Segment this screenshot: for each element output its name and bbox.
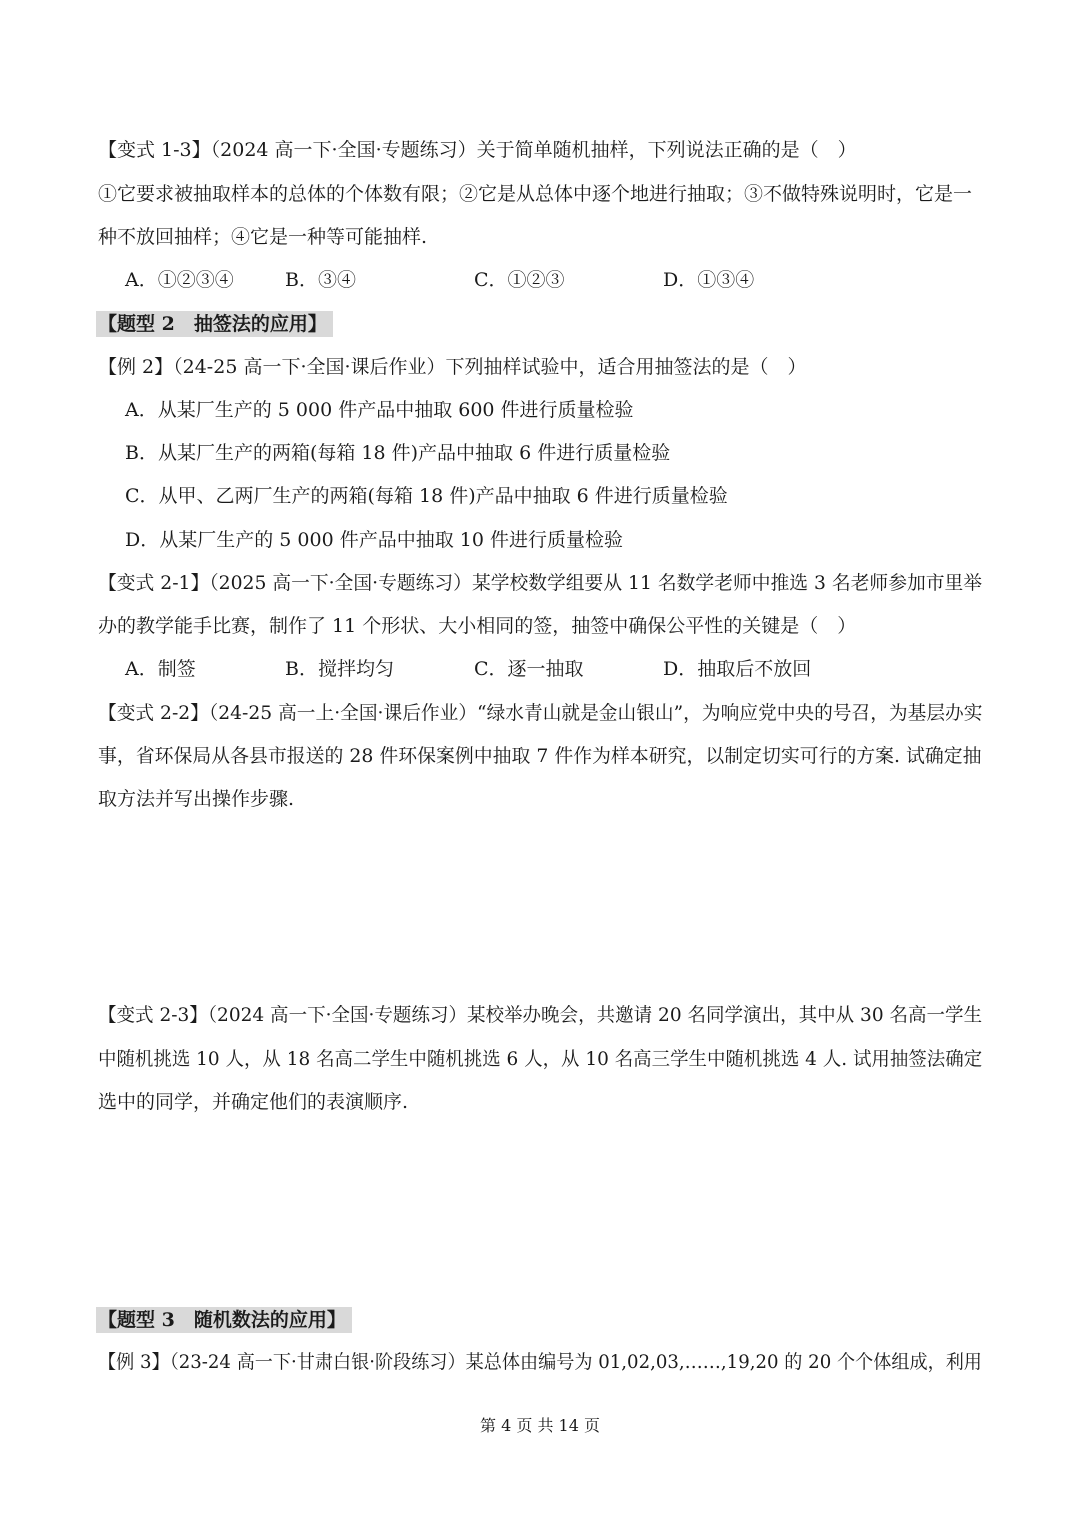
question-2-2-text-line-2: 事，省环保局从各县市报送的 28 件环保案例中抽取 7 件作为样本研究，以制定切实可行的方案. 试确定抽 bbox=[98, 745, 982, 767]
question-1-3-text-line-2: 种不放回抽样；④它是一种等可能抽样. bbox=[98, 226, 428, 248]
example-2-option-c: C．从甲、乙两厂生产的两箱(每箱 18 件)产品中抽取 6 件进行质量检验 bbox=[125, 485, 728, 507]
question-2-1-text-line-2: 办的教学能手比赛，制作了 11 个形状、大小相同的签，抽签中确保公平性的关键是（ ） bbox=[98, 615, 857, 637]
example-2-option-a: A．从某厂生产的 5 000 件产品中抽取 600 件进行质量检验 bbox=[125, 399, 634, 421]
example-2-option-d: D．从某厂生产的 5 000 件产品中抽取 10 件进行质量检验 bbox=[125, 529, 623, 551]
question-2-2-text-line-1: 【变式 2-2】（24-25 高一上·全国·课后作业）“绿水青山就是金山银山”，为响应党中央的号召，为基层办实 bbox=[98, 702, 983, 724]
question-2-1-option-a: A．制签 bbox=[125, 658, 196, 680]
example-2-stem: 【例 2】（24-25 高一下·全国·课后作业）下列抽样试验中，适合用抽签法的是（ ） bbox=[98, 356, 807, 378]
question-2-3-text-line-3: 选中的同学，并确定他们的表演顺序. bbox=[98, 1091, 409, 1113]
question-2-1-option-d: D．抽取后不放回 bbox=[663, 658, 812, 680]
question-1-3-option-d: D．①③④ bbox=[663, 269, 755, 291]
question-2-1-option-c: C．逐一抽取 bbox=[474, 658, 584, 680]
question-2-1-text-line-1: 【变式 2-1】（2025 高一下·全国·专题练习）某学校数学组要从 11 名数学老师中推选 3 名老师参加市里举 bbox=[98, 572, 983, 594]
example-2-option-b: B．从某厂生产的两箱(每箱 18 件)产品中抽取 6 件进行质量检验 bbox=[125, 442, 671, 464]
question-2-3-text-line-1: 【变式 2-3】（2024 高一下·全国·专题练习）某校举办晚会，共邀请 20 名同学演出，其中从 30 名高一学生 bbox=[98, 1004, 983, 1026]
question-1-3-option-b: B．③④ bbox=[285, 269, 356, 291]
question-1-3-option-c: C．①②③ bbox=[474, 269, 565, 291]
question-2-3-text-line-2: 中随机挑选 10 人，从 18 名高二学生中随机挑选 6 人，从 10 名高三学生中随机挑选 4 人. 试用抽签法确定 bbox=[98, 1048, 983, 1070]
section-heading-type-2: 【题型 2 抽签法的应用】 bbox=[96, 311, 333, 337]
section-heading-type-3: 【题型 3 随机数法的应用】 bbox=[96, 1307, 352, 1333]
question-1-3-stem: 【变式 1-3】（2024 高一下·全国·专题练习）关于简单随机抽样，下列说法正确的是（ ） bbox=[98, 139, 857, 161]
question-2-1-option-b: B．搅拌均匀 bbox=[285, 658, 394, 680]
page-footer: 第 4 页 共 14 页 bbox=[480, 1416, 600, 1435]
example-3-text-line-1: 【例 3】（23-24 高一下·甘肃白银·阶段练习）某总体由编号为 01,02,03,……,19,20 的 20 个个体组成，利用 bbox=[98, 1351, 982, 1373]
question-1-3-text-line-1: ①它要求被抽取样本的总体的个体数有限；②它是从总体中逐个地进行抽取；③不做特殊说明时，它是一 bbox=[98, 183, 973, 205]
question-2-2-text-line-3: 取方法并写出操作步骤. bbox=[98, 788, 295, 810]
question-1-3-option-a: A．①②③④ bbox=[125, 269, 234, 291]
